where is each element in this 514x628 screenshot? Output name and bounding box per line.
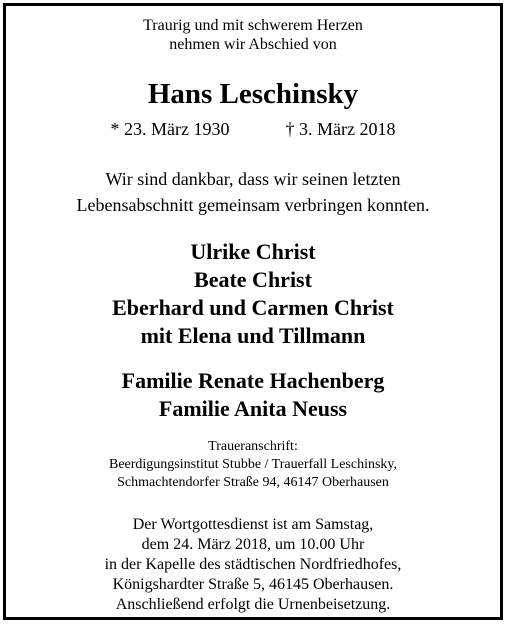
death-date: † 3. März 2018	[285, 119, 396, 139]
service-line-3: in der Kapelle des städtischen Nordfriedhofes,	[104, 556, 402, 573]
intro-line-2: nehmen wir Abschied von	[169, 36, 337, 53]
family-2: Familie Anita Neuss	[158, 396, 348, 421]
birth-date: * 23. März 1930	[110, 119, 230, 139]
deceased-name: Hans Leschinsky	[147, 78, 359, 110]
address-line-2: Schmachtendorfer Straße 94, 46147 Oberhausen	[117, 475, 389, 490]
service-line-5: Anschließend erfolgt die Urnenbeisetzung.	[115, 596, 391, 613]
family-1: Familie Renate Hachenberg	[121, 368, 385, 393]
thanks-line-2: Lebensabschnitt gemeinsam verbringen konnten.	[76, 195, 430, 215]
address-line-1: Beerdigungsinstitut Stubbe / Trauerfall Leschinsky,	[108, 457, 397, 472]
mourner-1: Ulrike Christ	[190, 239, 316, 264]
address-heading: Traueranschrift:	[208, 439, 298, 454]
life-dates	[6, 119, 500, 140]
mourner-4: mit Elena und Tillmann	[140, 323, 366, 348]
service-line-2: dem 24. März 2018, um 10.00 Uhr	[141, 536, 365, 553]
obituary-notice	[3, 3, 503, 620]
mourner-2: Beate Christ	[194, 267, 312, 292]
service-line-4: Königshardter Straße 5, 46145 Oberhausen.	[112, 576, 394, 593]
service-line-1: Der Wortgottesdienst ist am Samstag,	[132, 516, 374, 533]
thanks-line-1: Wir sind dankbar, dass wir seinen letzten	[105, 169, 401, 189]
intro-line-1: Traurig und mit schwerem Herzen	[143, 17, 363, 34]
mourner-3: Eberhard und Carmen Christ	[112, 295, 394, 320]
